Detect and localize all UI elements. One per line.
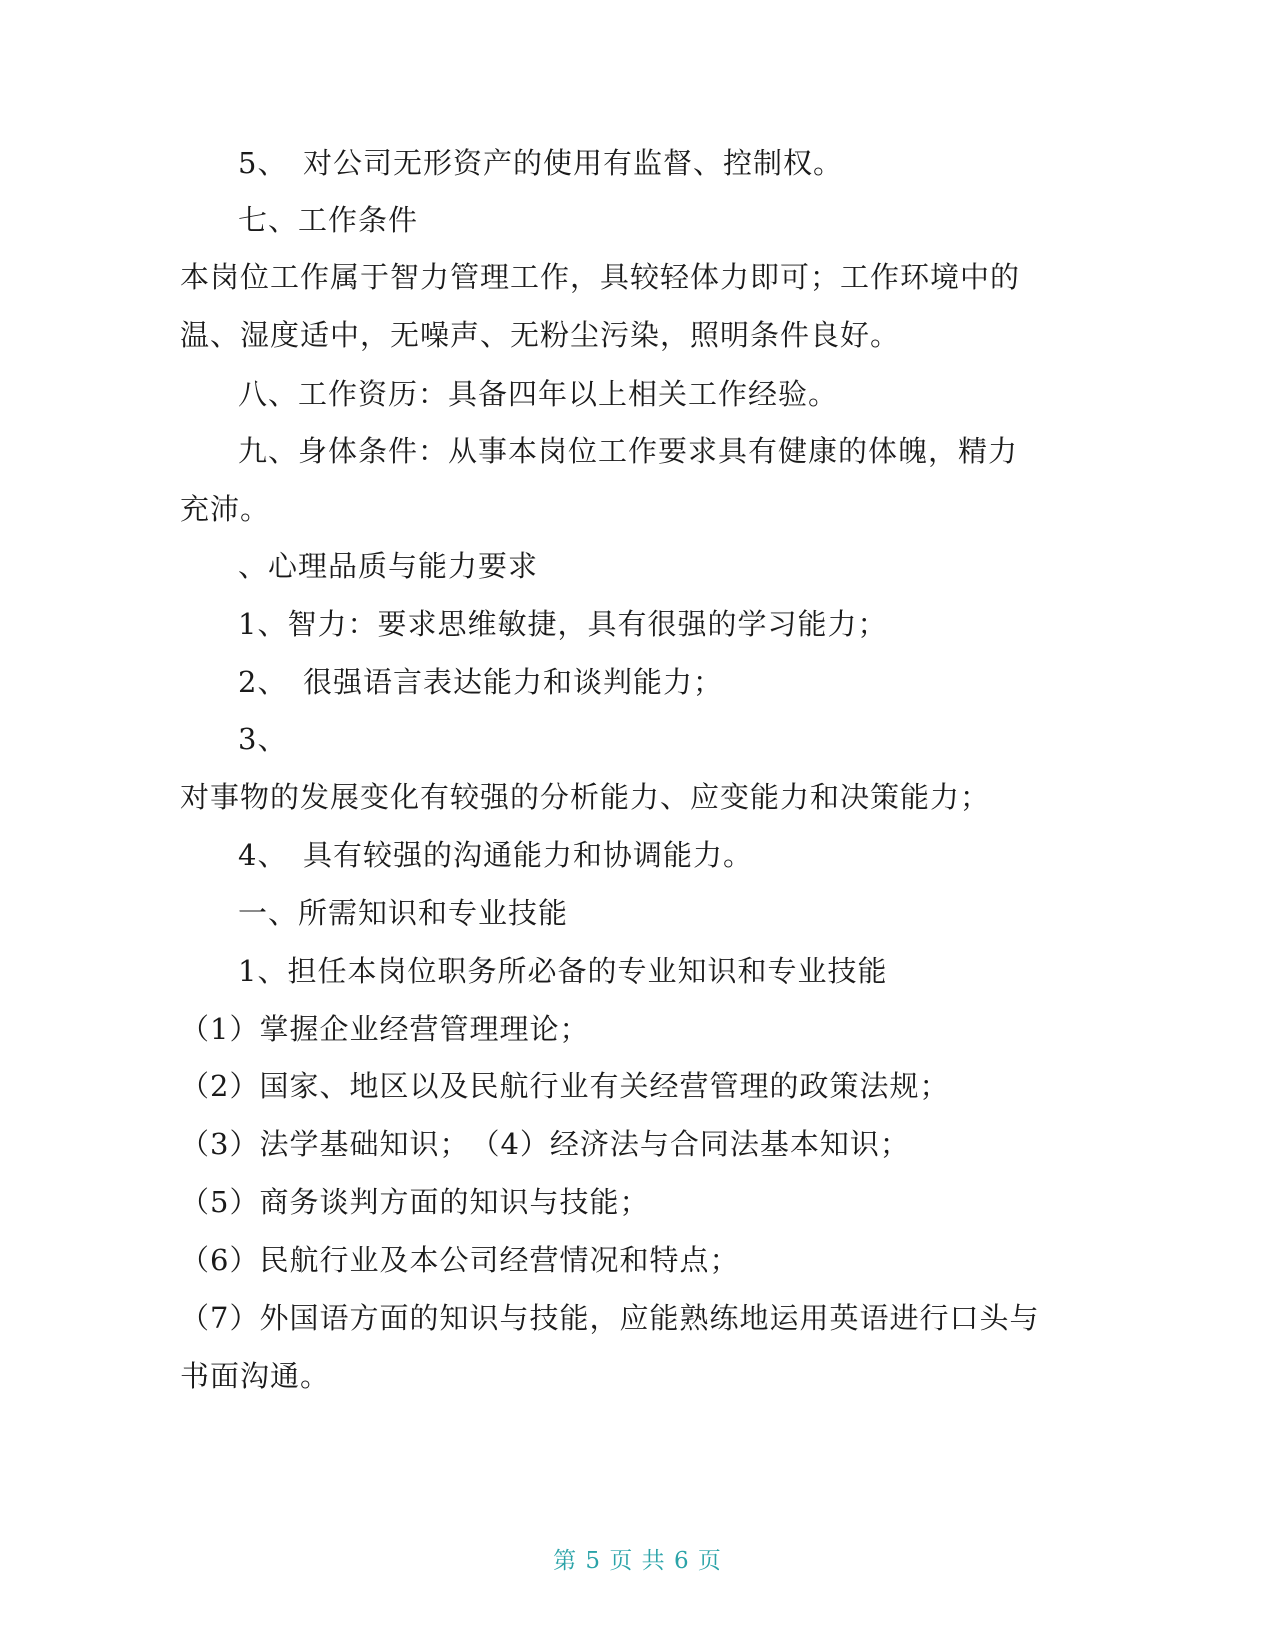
text-line-4: 温、湿度适中，无噪声、无粉尘污染，照明条件良好。 [180, 318, 901, 352]
text-line-3: 本岗位工作属于智力管理工作，具较轻体力即可；工作环境中的 [180, 260, 1021, 294]
text-line-1: 5、 对公司无形资产的使用有监督、控制权。 [238, 146, 843, 180]
page-number-footer: 第 5 页 共 6 页 [553, 1548, 722, 1574]
text-line-13: 4、 具有较强的沟通能力和协调能力。 [238, 838, 753, 872]
text-line-14: 一、所需知识和专业技能 [238, 896, 569, 930]
text-line-11: 3、 [238, 722, 288, 756]
text-line-10: 2、 很强语言表达能力和谈判能力； [238, 665, 723, 699]
text-line-2: 七、工作条件 [238, 203, 419, 237]
text-line-5: 八、工作资历：具备四年以上相关工作经验。 [238, 377, 839, 411]
text-line-6: 九、身体条件：从事本岗位工作要求具有健康的体魄，精力 [238, 434, 1019, 468]
text-line-15: 1、担任本岗位职务所必备的专业知识和专业技能 [238, 954, 888, 988]
text-line-21: （7）外国语方面的知识与技能，应能熟练地运用英语进行口头与 [180, 1301, 1040, 1335]
text-line-9: 1、智力：要求思维敏捷，具有很强的学习能力； [238, 607, 888, 641]
text-line-12: 对事物的发展变化有较强的分析能力、应变能力和决策能力； [180, 780, 991, 814]
text-line-19: （5）商务谈判方面的知识与技能； [180, 1185, 650, 1219]
text-line-20: （6）民航行业及本公司经营情况和特点； [180, 1243, 740, 1277]
text-line-22: 书面沟通。 [180, 1359, 331, 1393]
text-line-7: 充沛。 [180, 492, 271, 526]
text-line-16: （1）掌握企业经营管理理论； [180, 1012, 590, 1046]
text-line-18: （3）法学基础知识； （4）经济法与合同法基本知识； [180, 1127, 910, 1161]
text-line-8: 、心理品质与能力要求 [238, 549, 539, 583]
text-line-17: （2）国家、地区以及民航行业有关经营管理的政策法规； [180, 1069, 950, 1103]
